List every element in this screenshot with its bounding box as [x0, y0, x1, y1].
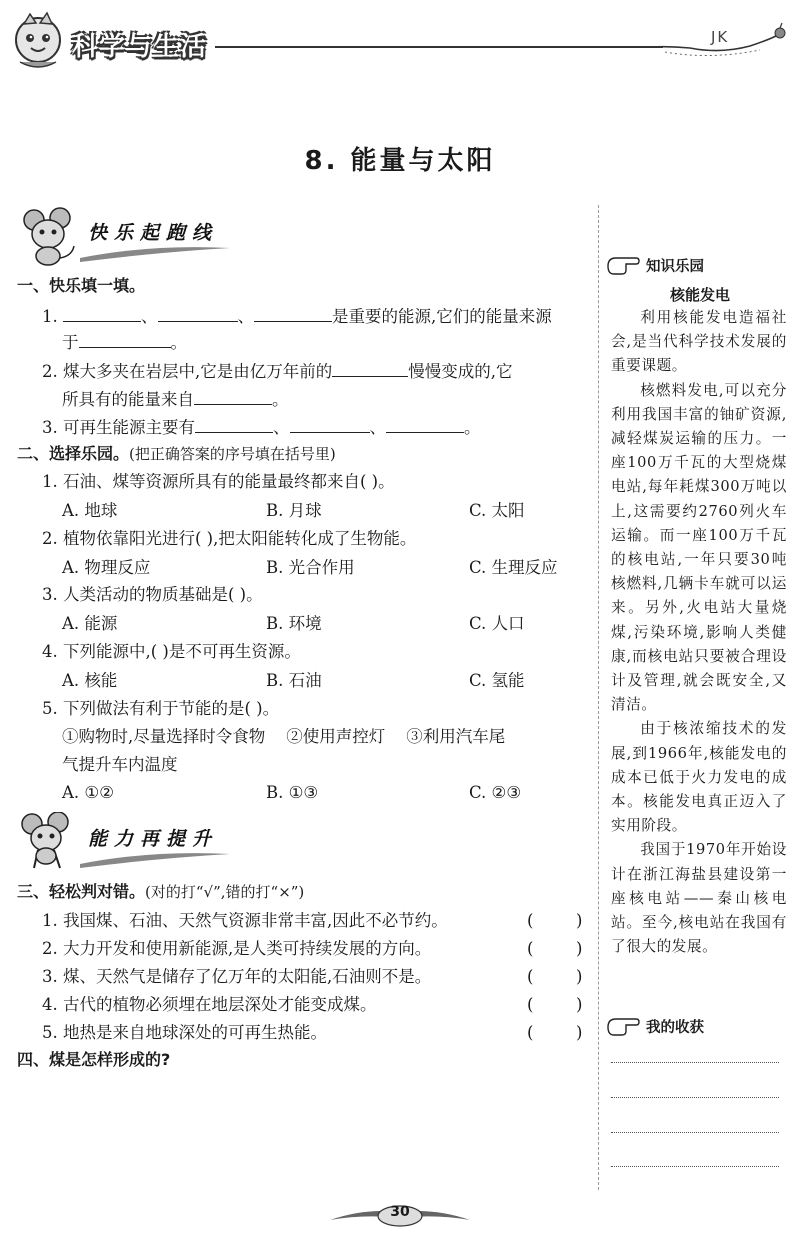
answer-paren-open[interactable]: (: [527, 1023, 534, 1042]
answer-blank[interactable]: [195, 416, 273, 433]
answer-paren-open[interactable]: (: [527, 995, 534, 1014]
answer-paren-open[interactable]: (: [527, 939, 534, 958]
answer-paren-close[interactable]: ): [576, 911, 583, 930]
question-1-1: [42, 305, 552, 327]
question-1-3: [42, 416, 481, 438]
answer-blank[interactable]: [79, 331, 171, 348]
q-text: 所具有的能量来自: [62, 390, 194, 409]
writing-line[interactable]: [611, 1062, 779, 1063]
answer-paren-open[interactable]: (: [527, 967, 534, 986]
section-2-heading: [17, 444, 336, 464]
q-text: 是重要的能源,它们的能量来源: [332, 307, 552, 326]
series-title: 科学与生活: [72, 32, 208, 62]
option-a[interactable]: A. 核能: [62, 671, 118, 690]
answer-blank[interactable]: [63, 305, 141, 322]
true-false-item: 1. 我国煤、石油、天然气资源非常丰富,因此不必节约。: [42, 911, 448, 930]
true-false-item: 2. 大力开发和使用新能源,是人类可持续发展的方向。: [42, 939, 432, 958]
column-divider: [598, 205, 599, 1190]
answer-blank[interactable]: [332, 360, 408, 377]
section-banner-warmup: [10, 206, 230, 266]
page-number: 30: [390, 1204, 410, 1220]
option-b[interactable]: B. 光合作用: [266, 558, 355, 577]
article-paragraph: 我国于1970年开始设计在浙江海盐县建设第一座核电站——秦山核电站。至今,核电站在我国有了很大的发展。: [611, 841, 787, 956]
answer-blank[interactable]: [386, 416, 464, 433]
answer-paren-close[interactable]: ): [576, 1023, 583, 1042]
true-false-item: 3. 煤、天然气是储存了亿万年的太阳能,石油则不是。: [42, 967, 432, 986]
answer-paren-close[interactable]: ): [576, 939, 583, 958]
article-paragraph: 利用核能发电造福社会,是当代科学技术发展的重要课题。: [611, 309, 787, 375]
writing-line[interactable]: [611, 1166, 779, 1167]
heading-text: 二、选择乐园。: [17, 444, 130, 463]
question-1-2: [42, 360, 512, 382]
choice-question: 3. 人类活动的物质基础是( )。: [42, 585, 263, 604]
separator: 、: [273, 418, 290, 437]
answer-paren-open[interactable]: (: [527, 911, 534, 930]
answer-blank[interactable]: [254, 305, 332, 322]
sidebar-article: [611, 306, 787, 959]
question-1-1-cont: [62, 331, 187, 353]
header-rule: [215, 46, 663, 48]
option-c[interactable]: C. ②③: [469, 783, 522, 802]
q-text: 。: [170, 333, 187, 352]
q-number: 1.: [42, 307, 58, 326]
option-b[interactable]: B. ①③: [266, 783, 319, 802]
section-banner-advance: [10, 812, 230, 872]
option-a[interactable]: A. 地球: [62, 501, 118, 520]
option-c[interactable]: C. 氢能: [469, 671, 525, 690]
true-false-item: 4. 古代的植物必须埋在地层深处才能变成煤。: [42, 995, 377, 1014]
sidebar-label: 知识乐园: [646, 259, 704, 275]
option-c[interactable]: C. 生理反应: [469, 558, 558, 577]
writing-line[interactable]: [611, 1097, 779, 1098]
answer-blank[interactable]: [290, 416, 370, 433]
heading-text: 三、轻松判对错。: [17, 882, 146, 901]
pointing-hand-icon: [606, 1013, 640, 1037]
option-b[interactable]: B. 月球: [266, 501, 322, 520]
choice-question: 5. 下列做法有利于节能的是( )。: [42, 699, 280, 718]
banner-label: 快乐起跑线: [88, 222, 219, 244]
answer-blank[interactable]: [158, 305, 238, 322]
choice-question-statements: ①购物时,尽量选择时令食物 ②使用声控灯 ③利用汽车尾: [62, 727, 506, 746]
true-false-item: 5. 地热是来自地球深处的可再生热能。: [42, 1023, 327, 1042]
cartoon-mascot-logo: [6, 10, 70, 74]
choice-question-statements-cont: 气提升车内温度: [62, 755, 178, 774]
q-text: 3. 可再生能源主要有: [42, 418, 195, 437]
option-a[interactable]: A. ①②: [62, 783, 114, 802]
separator: 、: [369, 418, 386, 437]
option-c[interactable]: C. 太阳: [469, 501, 525, 520]
option-b[interactable]: B. 石油: [266, 671, 322, 690]
separator: 、: [141, 307, 158, 326]
sidebar-title: 核能发电: [669, 286, 730, 304]
answer-blank[interactable]: [194, 388, 272, 405]
mouse-mascot-icon: [16, 812, 80, 872]
answer-paren-close[interactable]: ): [576, 967, 583, 986]
choice-question: 1. 石油、煤等资源所具有的能量最终都来自( )。: [42, 472, 395, 491]
option-a[interactable]: A. 物理反应: [62, 558, 151, 577]
harvest-label: 我的收获: [646, 1020, 704, 1036]
section-3-heading: [17, 882, 304, 902]
answer-paren-close[interactable]: ): [576, 995, 583, 1014]
page-header: [0, 0, 800, 90]
q-text: 。: [464, 418, 481, 437]
separator: 、: [237, 307, 254, 326]
option-c[interactable]: C. 人口: [469, 614, 525, 633]
option-b[interactable]: B. 环境: [266, 614, 322, 633]
article-paragraph: 由于核浓缩技术的发展,到1966年,核能发电的成本已低于火力发电的成本。核能发电真正迈入了实用阶段。: [611, 720, 787, 835]
q-text: 2. 煤大多夹在岩层中,它是由亿万年前的: [42, 362, 333, 381]
question-1-2-cont: [62, 388, 289, 410]
page-title: 8. 能量与太阳: [304, 146, 496, 176]
banner-swoosh: [80, 846, 230, 868]
edition-label: JK: [711, 28, 730, 46]
q-text: 。: [272, 390, 289, 409]
option-a[interactable]: A. 能源: [62, 614, 118, 633]
mouse-mascot-icon: [16, 206, 80, 266]
section-4-heading: 四、煤是怎样形成的?: [17, 1050, 171, 1069]
pointing-hand-icon: [606, 252, 640, 276]
section-1-heading: 一、快乐填一填。: [17, 276, 146, 295]
heading-note: (对的打“√”,错的打“×”): [145, 883, 305, 901]
q-text: 慢慢变成的,它: [408, 362, 513, 381]
choice-question: 2. 植物依靠阳光进行( ),把太阳能转化成了生物能。: [42, 529, 417, 548]
choice-question: 4. 下列能源中,( )是不可再生资源。: [42, 642, 301, 661]
heading-note: (把正确答案的序号填在括号里): [129, 445, 336, 463]
writing-line[interactable]: [611, 1132, 779, 1133]
article-paragraph: 核燃料发电,可以充分利用我国丰富的铀矿资源,减轻煤炭运输的压力。一座100万千瓦的大型烧煤电站,每年耗煤300万吨以上,这需要约2760列火车运输。而一座100万千瓦的核电站,一年只要30吨核燃料,几辆卡车就可以运来。另外,火电站大量烧煤,污染环境,影响人类健康,而核电站只要被合理设计及管理,就会既安全,又清洁。: [611, 381, 787, 714]
banner-label: 能力再提升: [88, 828, 219, 850]
q-text: 于: [62, 333, 79, 352]
banner-swoosh: [80, 240, 230, 262]
